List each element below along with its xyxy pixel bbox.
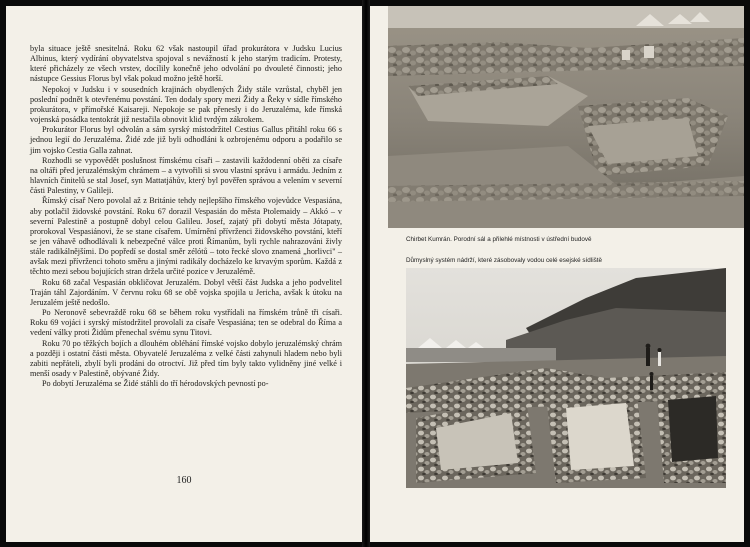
paragraph: Římský císař Nero povolal až z Británie tehdy nejlepšího římského vojevůdce Vespasiána, aby potlačil židovské povstání. Roku 67 dorazil Vespasián do města Ptolemaidy – Akkó – v severní Palestině a postupně dobyl celou Galileu. Josef, zajatý při dobytí města Jótapaty, prorokoval Vespasiánovi, že se stane císařem. Umírnění přívrženci židovského povstání, kteří se jen váhavě odhodlávali k nebezpečné válce proti Římanům, byli rychle nahrazováni živly stále radikálnějšími. Do popředí se dostal směr zélótů – toto řecké slovo znamená „horlivci" – avšak mezi přívrženci tohoto směru a jinými radikály docházelo ke krvavým sporům. Každá z těchto mezi sebou bojujících stran držela určité pozice v Jeruzalémě. — [30, 196, 342, 277]
right-page — [370, 6, 744, 542]
photo-qumran-ruins — [388, 6, 744, 228]
paragraph: Roku 68 začal Vespasián obkličovat Jeruzalém. Dobyl větší část Judska a jeho podvelitel Traján táhl Zajordáním. V červnu roku 68 se obě vojska spojila u Jericha, avšak k útoku na Jeruzalém ještě nedošlo. — [30, 277, 342, 307]
paragraph: byla situace ještě snesitelná. Roku 62 však nastoupil úřad prokurátora v Judsku Lucius Albinus, který vydírání obyvatelstva spojoval s nevážností k jeho starým tradicím. Protesty, které přicházely ze všech vrstev, docílily konečně jeho odvolání po dvouleté činnosti; jeho nástupce Gessius Florus byl však pokud možno ještě horší. — [30, 44, 342, 84]
paragraph: Prokurátor Florus byl odvolán a sám syrský místodržitel Cestius Gallus přitáhl roku 66 s jednou legií do Jeruzaléma. Židé zde již byli odhodláni k ozbrojenému odporu a podařilo se jim vojsko Cestia Galla zahnat. — [30, 125, 342, 155]
caption-bottom: Důmyslný systém nádrží, které zásobovaly vodou celé esejské sídliště — [406, 257, 602, 264]
book-spine — [362, 0, 370, 547]
paragraph: Rozhodli se vypovědět poslušnost římskému císaři – zastavili každodenní oběti za císaře na oltáři před jeruzalémským chrámem – a vytvořili si svou vlastní správu i armádu. Jedním z hlavních činitelů se stal Josef, syn Mattatjáhův, který byl pověřen správou a velením v severní části Palestiny, v Galileji. — [30, 155, 342, 196]
paragraph: Po Neronově sebevraždě roku 68 se během roku vystřídali na římském trůně tři císaři. Roku 69 vojáci i syrský místodržitel provolali za císaře Vespasiána; ten se odebral do Říma a vedení války proti Židům přenechal svému synu Titovi. — [30, 308, 342, 338]
page-number: 160 — [176, 475, 192, 486]
body-text — [30, 44, 342, 389]
photo-water-cisterns — [406, 268, 726, 488]
paragraph: Roku 70 po těžkých bojích a dlouhém obléhání římské vojsko dobylo jeruzalémský chrám a později i ostatní části města. Obyvatelé Jeruzaléma z velké části zahynuli hladem nebo byli zabiti nepřáteli, zbylí byli prodáni do otroctví. Již před tím byly takto vylidněny jiné velké i menší osady v Palestině, obývané Židy. — [30, 338, 342, 378]
paragraph: Po dobytí Jeruzaléma se Židé stáhli do tří hérodovských pevností po- — [42, 379, 269, 389]
caption-top: Chirbet Kumrán. Porodní sál a přilehlé místnosti v ústřední budově — [406, 236, 592, 243]
paragraph: Nepokoj v Judsku i v sousedních krajinách obydlených Židy stále vzrůstal, chyběl jen poslední podnět k otevřenému povstání. Ten dodaly spory mezi Židy a Řeky v sídle římského prokurátora, v přímořské Kaisareji. Nepokoje se pak přenesly i do Jeruzaléma, kde římská vojenská posádka tentokrát již nestačila obnovit klid tvrdým zákrokem. — [30, 84, 342, 125]
left-page — [6, 6, 362, 542]
